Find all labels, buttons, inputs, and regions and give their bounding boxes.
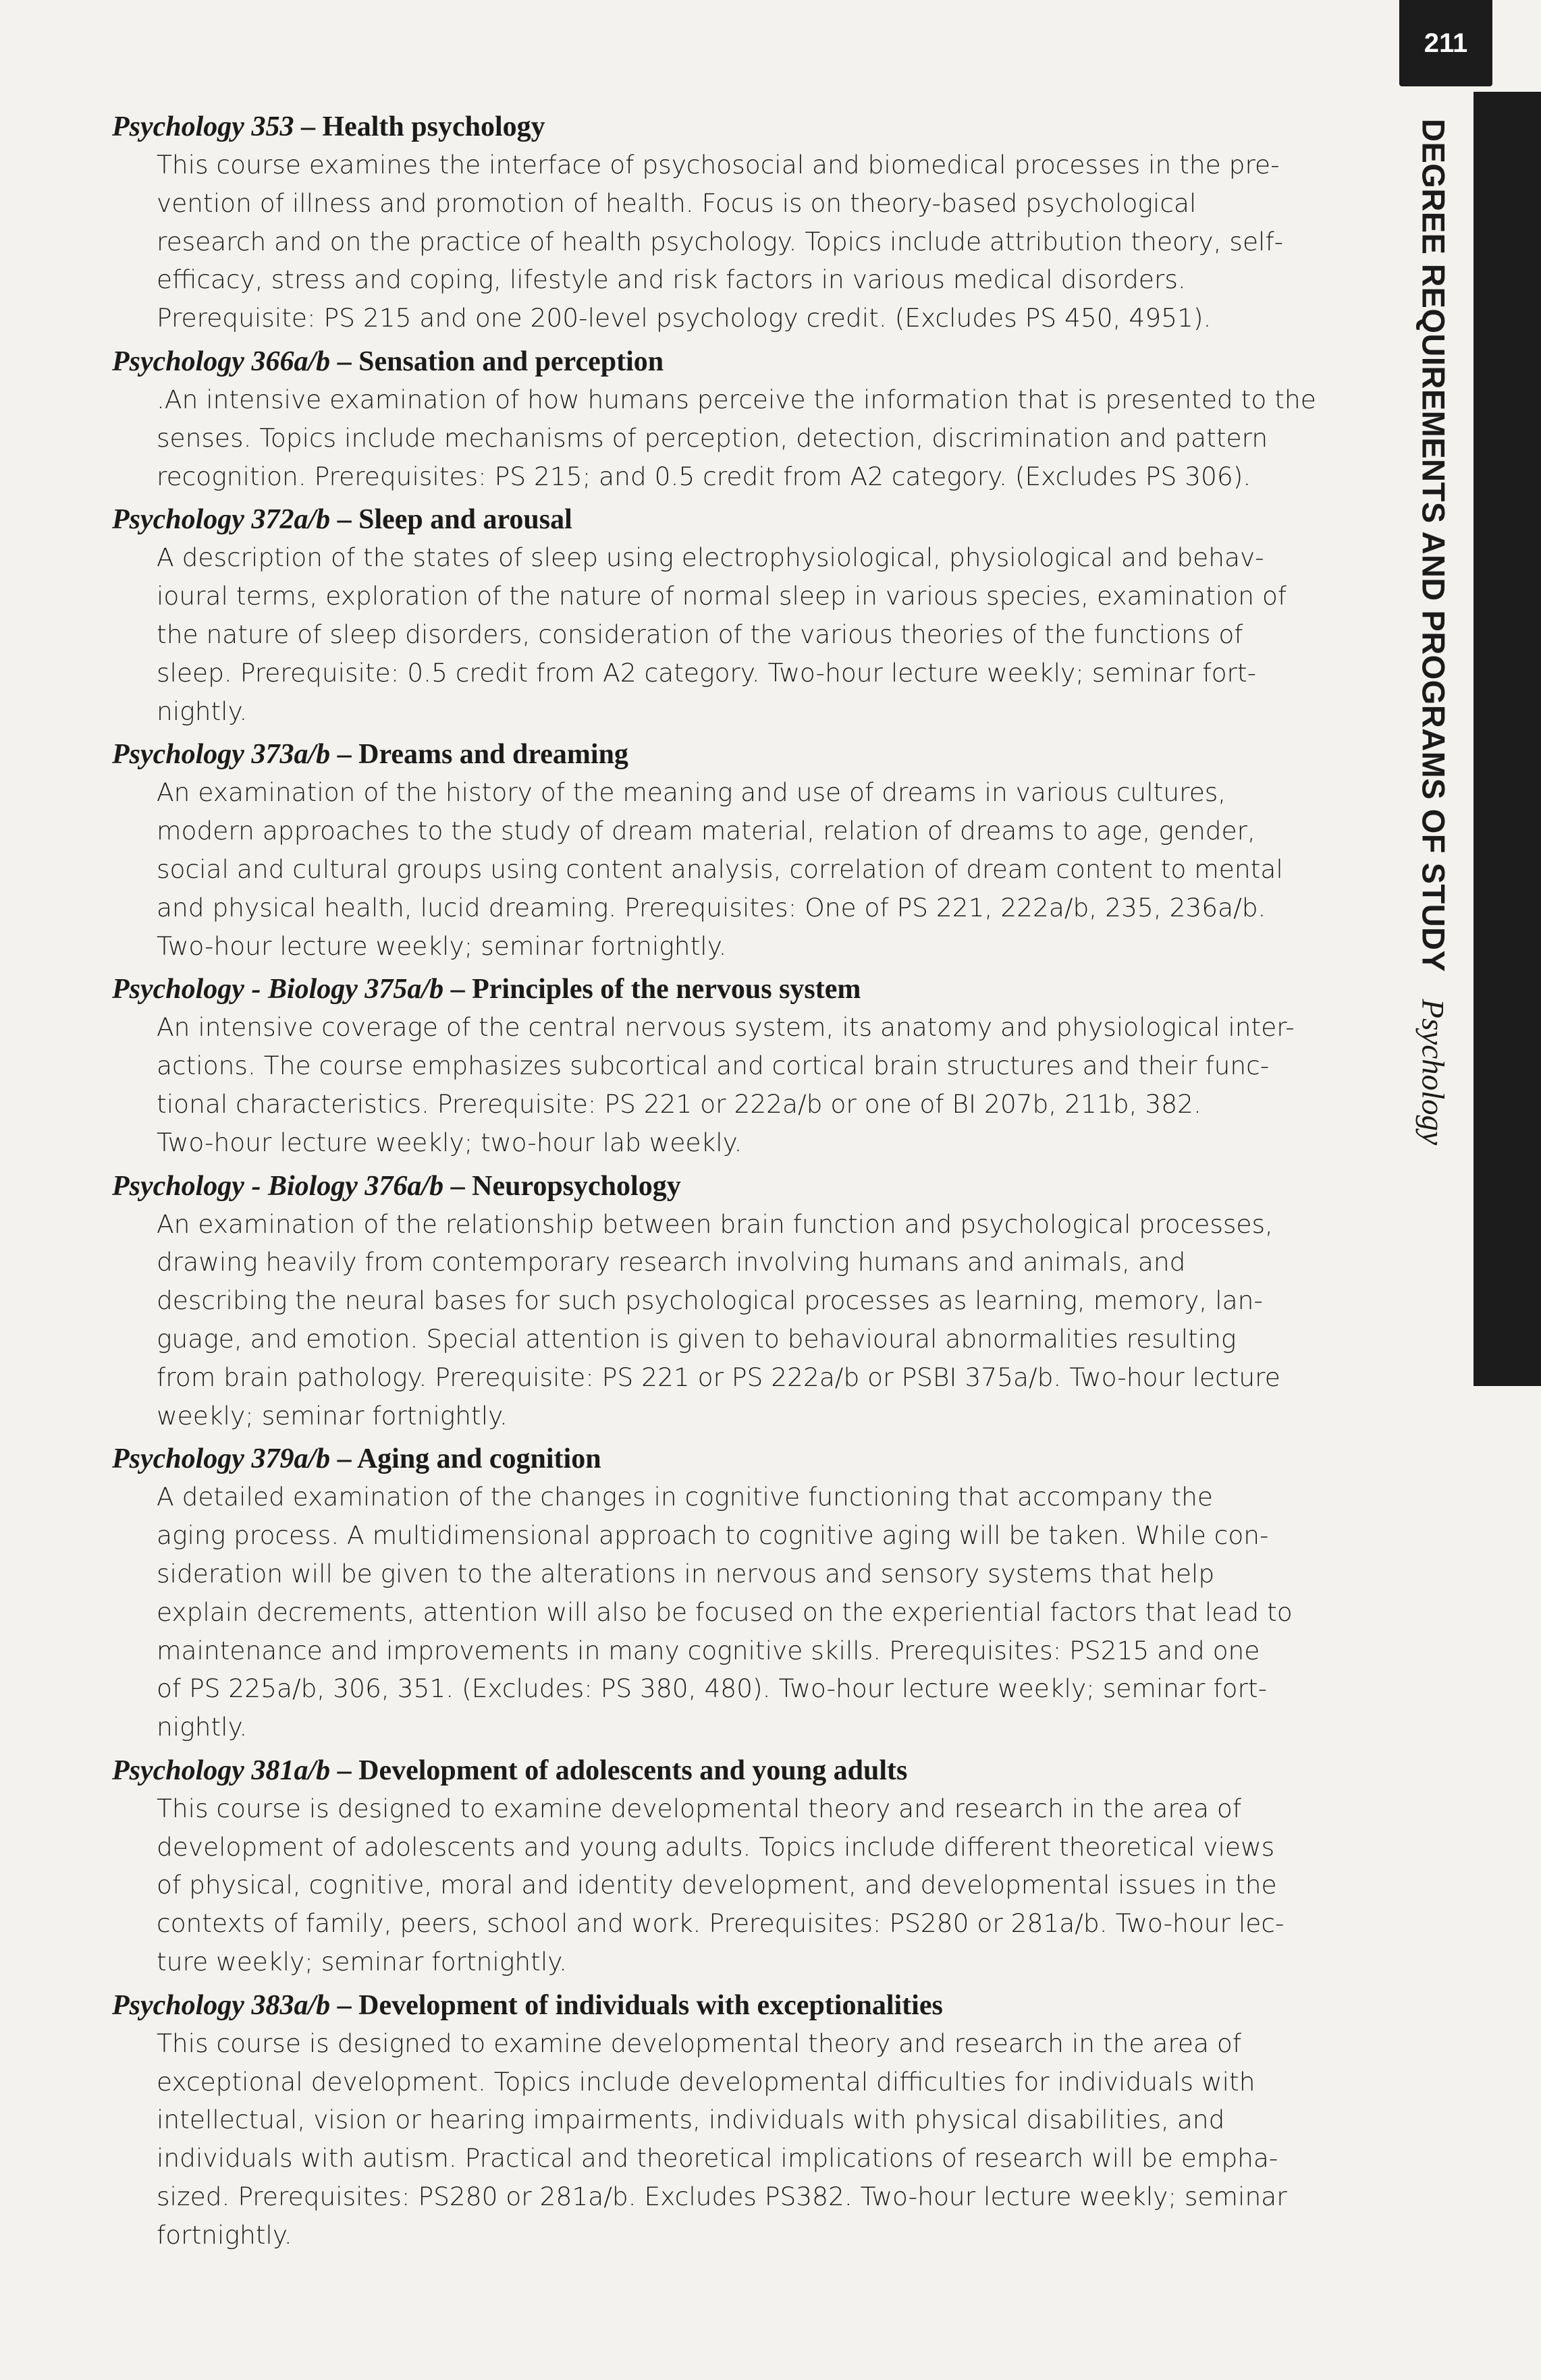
course-listing: [112, 108, 1341, 2260]
course-description: A description of the states of sleep using electrophysiological, physiological and behav- ioural terms, exploration of the nature of normal sleep in various species, examination of the nature of sleep disorders, consideration of the various theories of the functions of sleep. Prerequisite: 0.5 credit from A2 category. Two-hour lecture weekly; seminar fort- nightly.: [157, 543, 1287, 726]
course-description: A detailed examination of the changes in cognitive functioning that accompany the aging process. A multidimensional approach to cognitive aging will be taken. While con- sideration will be given to the alterations in nervous and sensory systems that help explain decrements, attention will also be focused on the experiential factors that lead to maintenance and improvements in many cognitive skills. Prerequisites: PS215 and one of PS 225a/b, 306, 351. (Excludes: PS 380, 480). Two-hour lecture weekly; seminar fort- nightly.: [157, 1482, 1293, 1742]
course-heading: Psychology 379a/b – Aging and cognition: [112, 1443, 601, 1475]
course-title: Principles of the nervous system: [472, 974, 861, 1005]
course-code: Psychology - Biology 376a/b: [112, 1170, 444, 1202]
course-description: An intensive coverage of the central nervous system, its anatomy and physiological inter- actions. The course emphasizes subcortical and cortical brain structures and their func- tional characteristics. Prerequisite: PS 221 or 222a/b or one of BI 207b, 211b, 382. Two-hour lecture weekly; two-hour lab weekly.: [157, 1012, 1295, 1157]
course-code: Psychology 366a/b: [112, 345, 331, 377]
course-title: Aging and cognition: [356, 1443, 601, 1475]
course-title: Dreams and dreaming: [358, 739, 628, 771]
course-title: Sleep and arousal: [358, 504, 572, 536]
course-entry: [112, 970, 1341, 1161]
course-code: Psychology 372a/b: [112, 504, 331, 536]
course-entry: [112, 1167, 1341, 1435]
course-heading: Psychology - Biology 376a/b – Neuropsychology: [112, 1170, 681, 1202]
course-title: Development of individuals with exceptionalities: [358, 1989, 943, 2021]
course-entry: [112, 501, 1341, 730]
course-code: Psychology 373a/b: [112, 739, 331, 771]
course-heading: Psychology 383a/b – Development of individuals with exceptionalities: [112, 1989, 943, 2021]
course-description: This course examines the interface of psychosocial and biomedical processes in the pre- vention of illness and promotion of health. Focus is on theory-based psychological research and on the practice of health psychology. Topics include attribution theory, self- efficacy, stress and coping, lifestyle and risk factors in various medical disorders. Prerequisite: PS 215 and one 200-level psychology credit. (Excludes PS 450, 4951).: [157, 150, 1284, 333]
course-code: Psychology 383a/b: [112, 1989, 331, 2021]
side-tab-label: [1399, 119, 1467, 1225]
course-heading: Psychology 381a/b – Development of adolescents and young adults: [112, 1754, 908, 1786]
course-entry: [112, 1752, 1341, 1981]
course-code: Psychology 379a/b: [112, 1443, 331, 1475]
course-title: Neuropsychology: [472, 1170, 681, 1202]
subject-heading: Psychology: [1415, 999, 1451, 1145]
course-entry: [112, 1440, 1341, 1746]
course-description: This course is designed to examine developmental theory and research in the area of development of adolescents and young adults. Topics include different theoretical views of physical, cognitive, moral and identity development, and developmental issues in the contexts of family, peers, school and work. Prerequisites: PS280 or 281a/b. Two-hour lec- ture weekly; seminar fortnightly.: [157, 1793, 1285, 1977]
course-heading: Psychology 373a/b – Dreams and dreaming: [112, 739, 628, 771]
course-code: Psychology - Biology 375a/b: [112, 974, 444, 1005]
section-heading: DEGREE REQUIREMENTS AND PROGRAMS OF STUDY: [1415, 119, 1452, 972]
course-title: Sensation and perception: [358, 345, 664, 377]
course-code: Psychology 381a/b: [112, 1754, 331, 1786]
course-heading: Psychology - Biology 375a/b – Principles of the nervous system: [112, 974, 861, 1005]
course-entry: [112, 736, 1341, 965]
course-entry: [112, 1987, 1341, 2254]
course-title: Health psychology: [322, 111, 545, 142]
course-description: An examination of the relationship between brain function and psychological processes, drawing heavily from contemporary research involving humans and animals, and describing the neural bases for such psychological processes as learning, memory, lan- guage, and emotion. Special attention is given to behavioural abnormalities resulting from brain pathology. Prerequisite: PS 221 or PS 222a/b or PSBI 375a/b. Two-hour lecture weekly; seminar fortnightly.: [157, 1209, 1280, 1431]
course-description: This course is designed to examine developmental theory and research in the area of exceptional development. Topics include developmental difficulties for individuals with intellectual, vision or hearing impairments, individuals with physical disabilities, and individuals with autism. Practical and theoretical implications of research will be empha- sized. Prerequisites: PS280 or 281a/b. Excludes PS382. Two-hour lecture weekly; seminar fortnightly.: [157, 2028, 1287, 2250]
course-entry: [112, 108, 1341, 337]
course-entry: [112, 343, 1341, 495]
course-title: Development of adolescents and young adults: [358, 1754, 908, 1786]
course-heading: Psychology 372a/b – Sleep and arousal: [112, 504, 572, 536]
course-description: An examination of the history of the meaning and use of dreams in various cultures, modern approaches to the study of dream material, relation of dreams to age, gender, social and cultural groups using content analysis, correlation of dream content to mental and physical health, lucid dreaming. Prerequisites: One of PS 221, 222a/b, 235, 236a/b. Two-hour lecture weekly; seminar fortnightly.: [157, 777, 1283, 961]
course-code: Psychology 353: [112, 111, 294, 142]
course-heading: Psychology 366a/b – Sensation and perception: [112, 345, 664, 377]
course-description: .An intensive examination of how humans perceive the information that is presented to the senses. Topics include mechanisms of perception, detection, discrimination and pattern recognition. Prerequisites: PS 215; and 0.5 credit from A2 category. (Excludes PS 306).: [157, 384, 1316, 491]
page-number: 211: [1399, 0, 1492, 86]
side-tab-bar: [1474, 92, 1541, 1386]
course-heading: Psychology 353 – Health psychology: [112, 111, 545, 142]
